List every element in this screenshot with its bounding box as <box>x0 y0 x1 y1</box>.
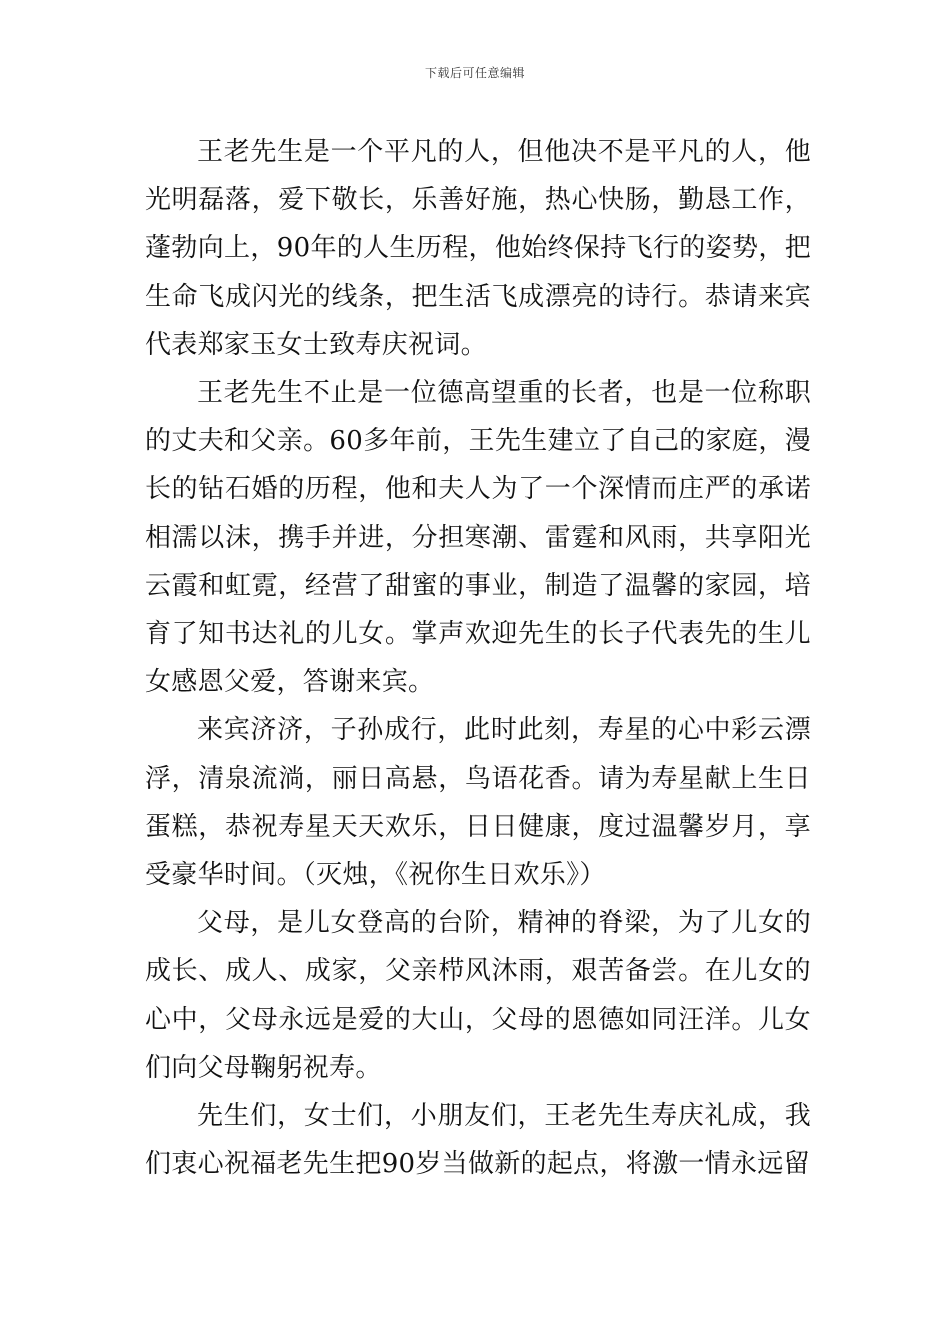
paragraph-5: 先生们，女士们，小朋友们，王老先生寿庆礼成，我们衷心祝福老先生把90岁当做新的起点，将激一情永远留 <box>145 1101 811 1180</box>
page-header-note: 下载后可任意编辑 <box>424 66 525 80</box>
paragraph-2: 王老先生不止是一位德高望重的长者，也是一位称职的丈夫和父亲。60多年前，王先生建立了自己的家庭，漫长的钻石婚的历程，他和夫人为了一个深情而庄严的承诺相濡以沫，携手并进，分担寒潮、雷霆和风雨，共享阳光云霞和虹霓，经营了甜蜜的事业，制造了温馨的家园，培育了知书达礼的儿女。掌声欢迎先生的长子代表先的生儿女感恩父爱，答谢来宾。 <box>145 378 811 698</box>
document-body <box>145 128 811 1188</box>
paragraph-1: 王老先生是一个平凡的人，但他决不是平凡的人，他光明磊落，爱下敬长，乐善好施，热心快肠，勤恳工作，蓬勃向上，90年的人生历程，他始终保持飞行的姿势，把生命飞成闪光的线条，把生活飞成漂亮的诗行。恭请来宾代表郑家玉女士致寿庆祝词。 <box>145 137 811 360</box>
paragraph-3: 来宾济济，子孙成行，此时此刻，寿星的心中彩云漂浮，清泉流淌，丽日高悬，鸟语花香。请为寿星献上生日蛋糕，恭祝寿星天天欢乐，日日健康，度过温馨岁月，享受豪华时间。（灭烛，《祝你生日欢乐》） <box>145 715 811 891</box>
paragraph-4: 父母，是儿女登高的台阶，精神的脊梁，为了儿女的成长、成人、成家，父亲栉风沐雨，艰苦备尝。在儿女的心中，父母永远是爱的大山，父母的恩德如同汪洋。儿女们向父母鞠躬祝寿。 <box>145 908 811 1083</box>
